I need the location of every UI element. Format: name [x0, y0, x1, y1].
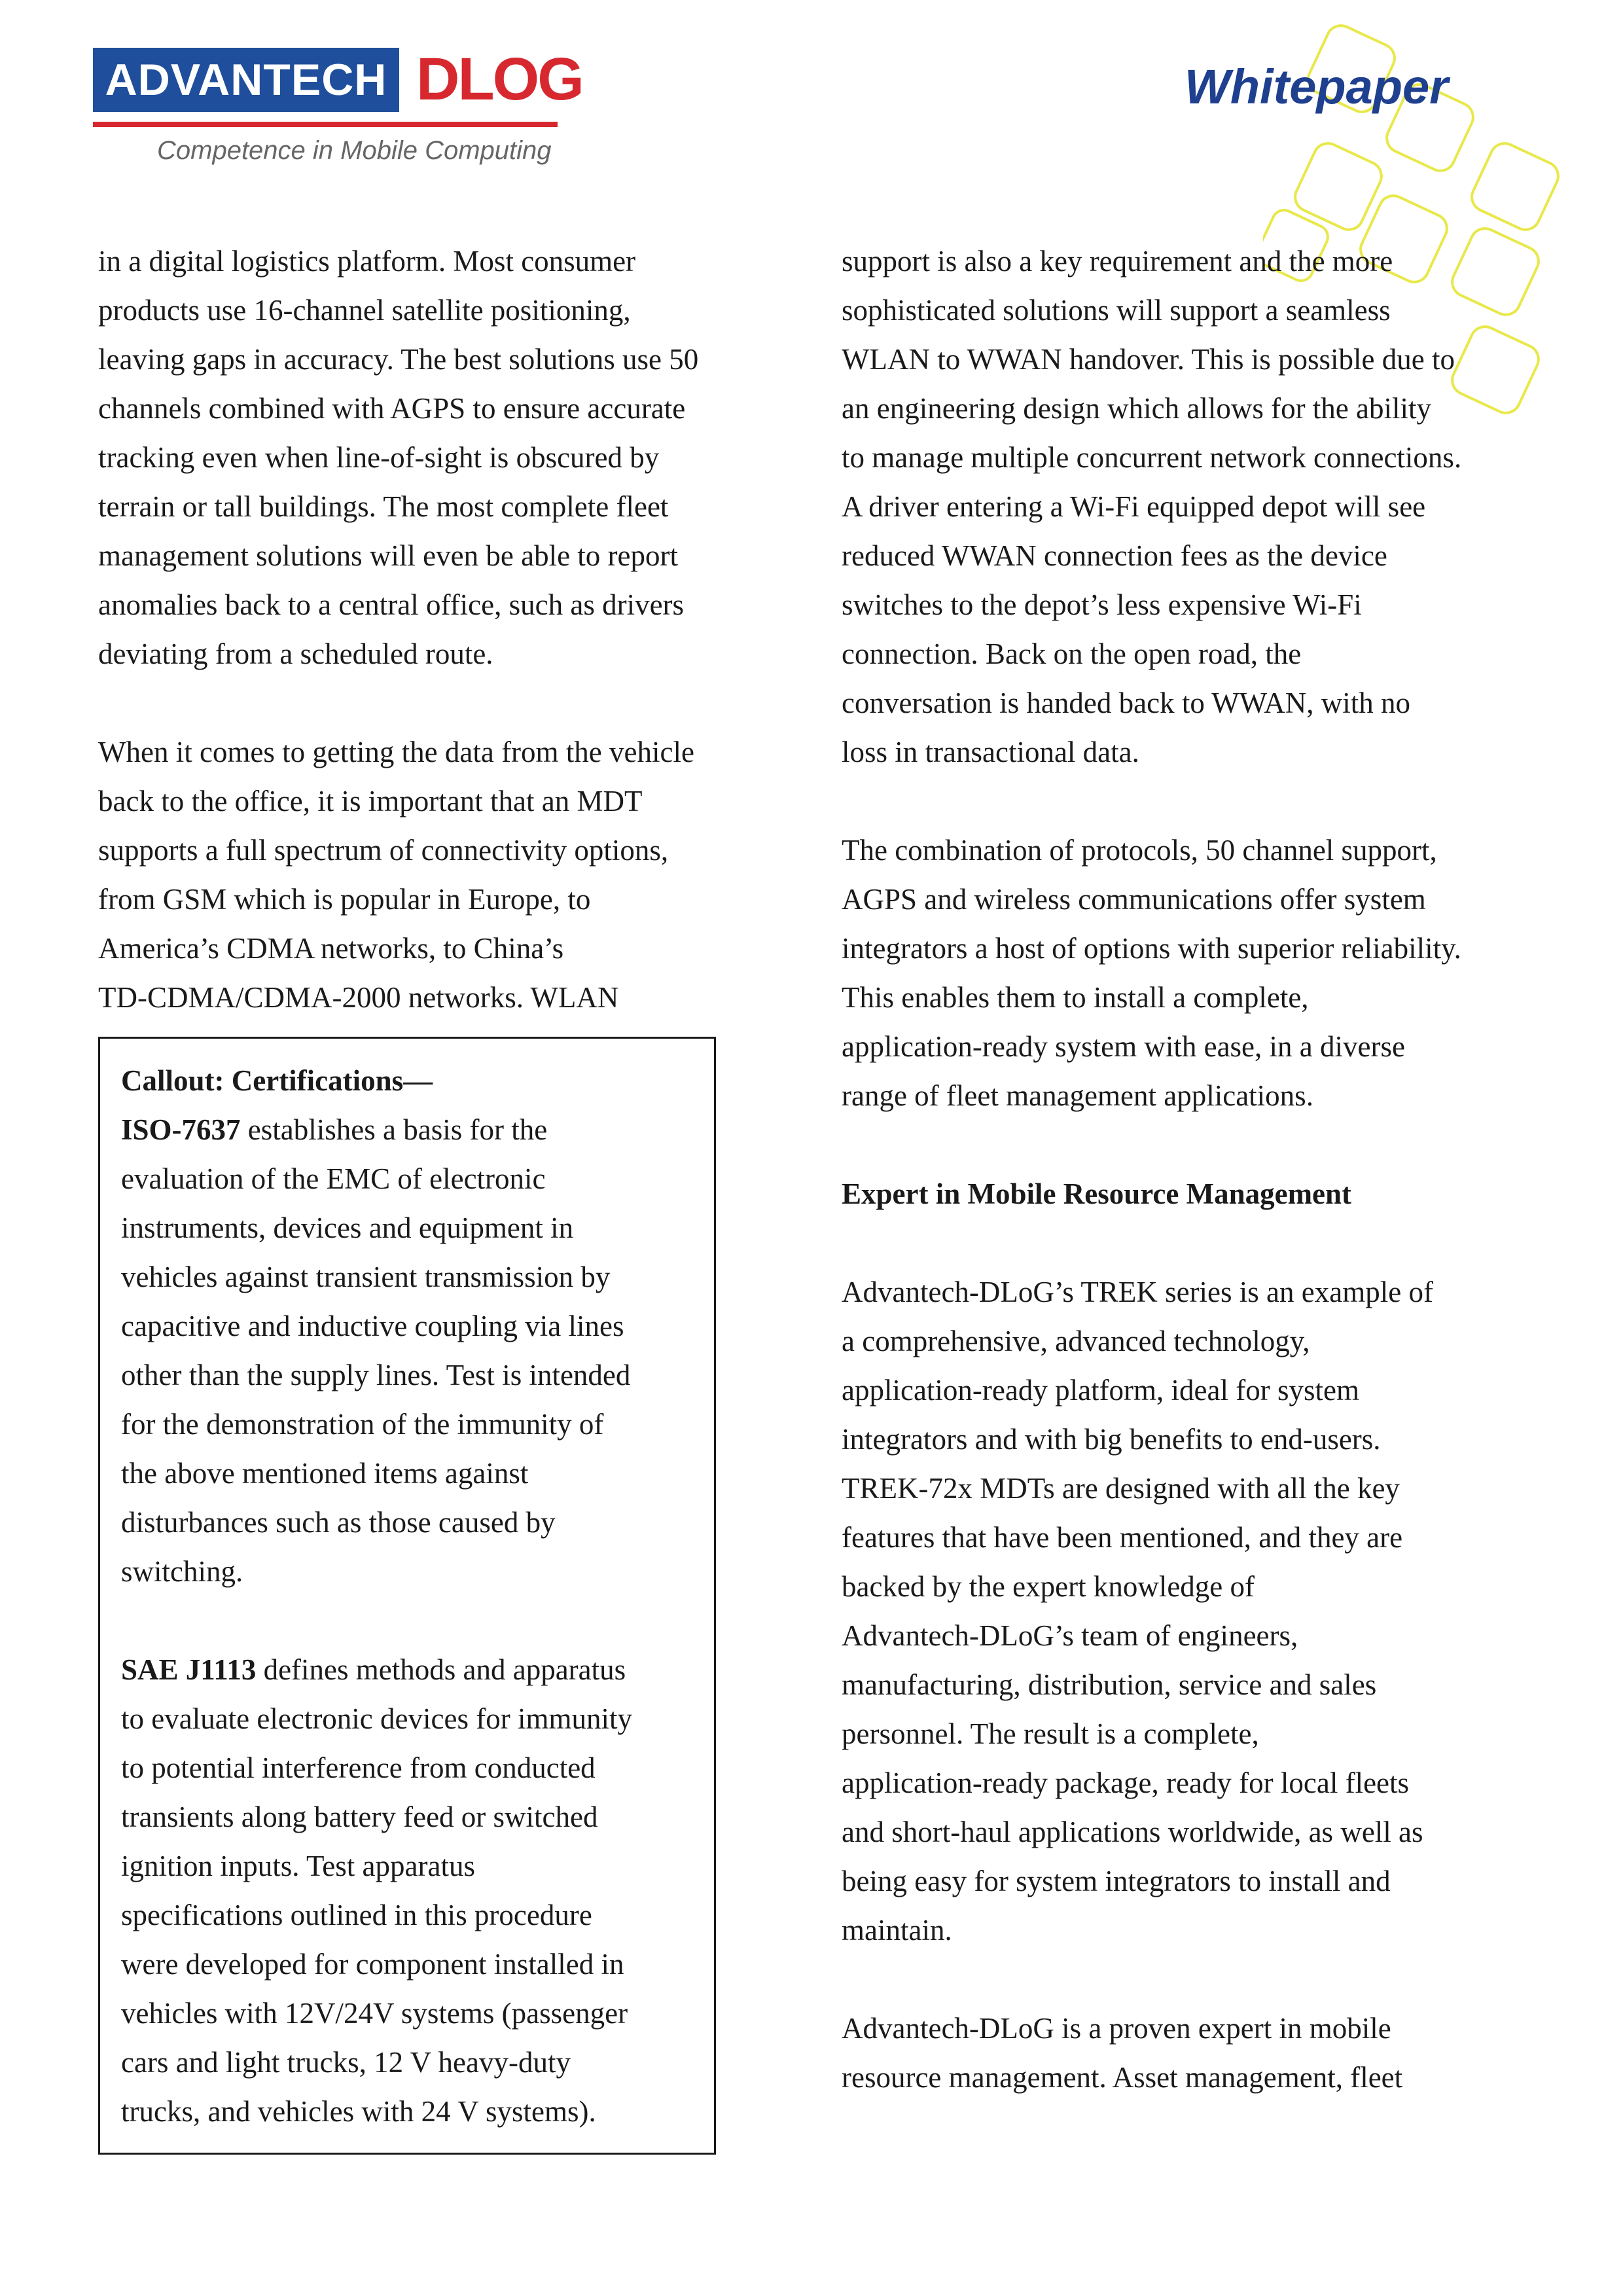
body-paragraph: Advantech-DLoG is a proven expert in mobile resource management. Asset management, fleet — [842, 2012, 1403, 2094]
page-header — [0, 0, 1623, 196]
advantech-logo: ADVANTECH — [93, 48, 399, 112]
body-paragraph: The combination of protocols, 50 channel support, AGPS and wireless communications offer system integrators a host of options with superior reliability. This enables them to install a complete, application-ready system with ease, in a diverse range of fleet management applications. — [842, 834, 1461, 1112]
body-paragraph: support is also a key requirement and the more sophisticated solutions will support a seamless WLAN to WWAN handover. This is possible due to an engineering design which allows for the ability to manage multiple concurrent network connections. A driver entering a Wi-Fi equipped depot will see reduced WWAN connection fees as the device switches to the depot’s less expensive Wi-Fi connection. Back on the open road, the conversation is handed back to WWAN, with no loss in transactional data. — [842, 245, 1462, 768]
section-heading: Expert in Mobile Resource Management — [842, 1177, 1352, 1210]
sae-term: SAE J1113 — [121, 1653, 257, 1686]
certifications-callout-box — [98, 1037, 716, 2155]
paragraph-gap — [842, 1121, 1555, 1170]
paragraph-gap — [842, 1219, 1555, 1268]
callout-title — [121, 1056, 693, 1105]
body-paragraph: When it comes to getting the data from the vehicle back to the office, it is important that an MDT supports a full spectrum of connectivity options, from GSM which is popular in Europe, to America’s CDMA networks, to China’s TD-CDMA/CDMA-2000 networks. WLAN — [98, 736, 694, 1014]
body-paragraph: Advantech-DLoG’s TREK series is an example of a comprehensive, advanced technology, application-ready platform, ideal for system integrators and with big benefits to end-users. TREK-72x MDTs are designed with all the key features that have been mentioned, and they are backed by the expert knowledge of Advantech-DLoG’s team of engineers, manufacturing, distribution, service and sales personnel. The result is a complete, application-ready package, ready for local fleets and short-haul applications worldwide, as well as being easy for system integrators to install and maintain. — [842, 1276, 1433, 1946]
paragraph-gap — [842, 777, 1555, 826]
dlog-logo: DLOG — [416, 46, 582, 113]
iso-description: establishes a basis for the evaluation of the EMC of electronic instruments, devices and equipment in vehicles against transient transmission by capacitive and inductive coupling via lines other than the supply lines. Test is intended for the demonstration of the immunity of the above mentioned items against disturbances such as those caused by switching. — [121, 1113, 631, 1588]
right-column — [842, 237, 1555, 2102]
body-paragraph: in a digital logistics platform. Most consumer products use 16-channel satellite positioning, leaving gaps in accuracy. The best solutions use 50 channels combined with AGPS to ensure accurate tracking even when line-of-sight is obscured by terrain or tall buildings. The most complete fleet management solutions will even be able to report anomalies back to a central office, such as drivers deviating from a scheduled route. — [98, 245, 699, 670]
callout-title-text: Callout: Certifications— — [121, 1064, 433, 1097]
paragraph-gap — [98, 679, 792, 728]
left-column — [98, 237, 792, 1022]
sae-paragraph — [121, 1645, 693, 2136]
sae-description: defines methods and apparatus to evaluate electronic devices for immunity to potential interference from conducted transients along battery feed or switched ignition inputs. Test apparatus specifications outlined in this procedure were developed for component installed in vehicles with 12V/24V systems (passenger cars and light trucks, 12 V heavy-duty trucks, and vehicles with 24 V systems). — [121, 1653, 632, 2128]
iso-paragraph — [121, 1105, 693, 1596]
paragraph-gap — [121, 1596, 693, 1645]
logo-underline — [93, 122, 558, 127]
paragraph-gap — [842, 1955, 1555, 2004]
iso-term: ISO-7637 — [121, 1113, 241, 1146]
whitepaper-label: Whitepaper — [1185, 60, 1448, 114]
company-tagline: Competence in Mobile Computing — [157, 136, 552, 165]
